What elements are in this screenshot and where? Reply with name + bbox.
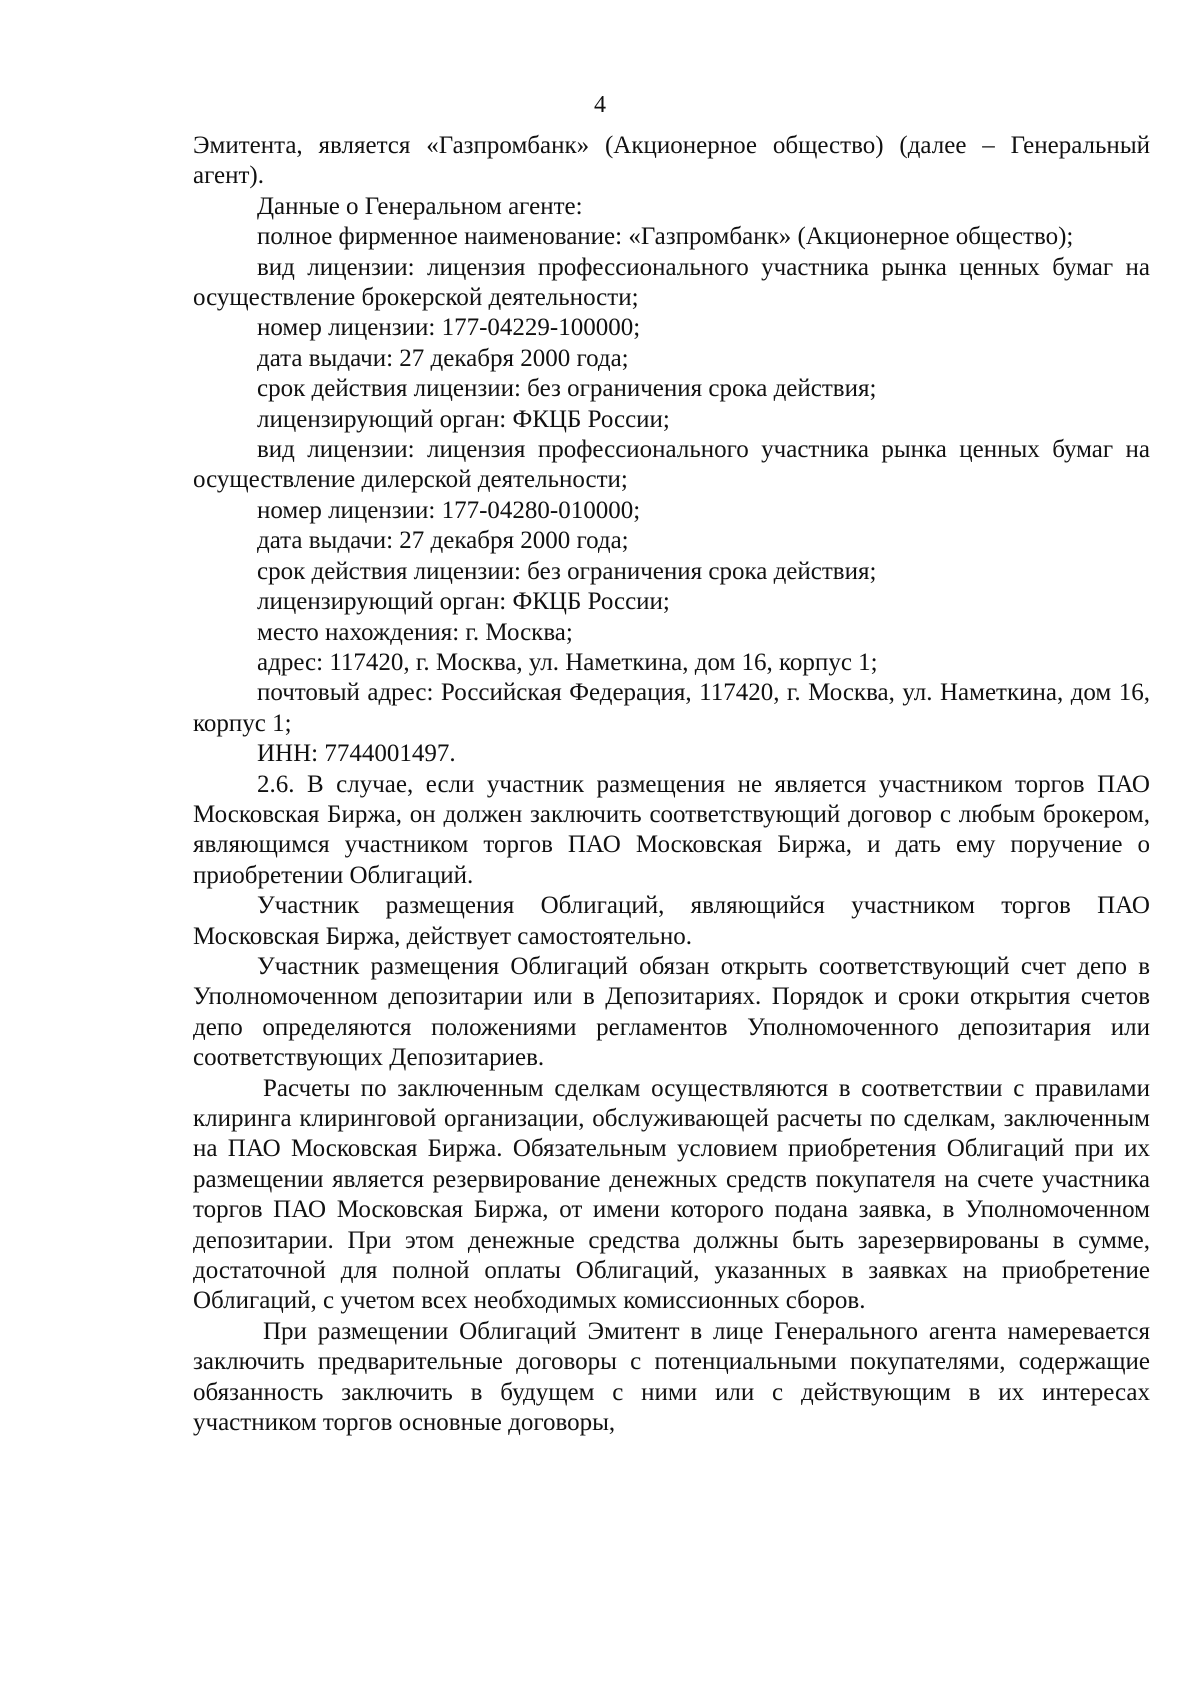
page-number: 4	[594, 92, 606, 118]
paragraph: Участник размещения Облигаций обязан открыть соответствующий счет депо в Уполномоченном депозитарии или в Депозитариях. Порядок и сроки открытия счетов депо определяются положениями регламентов Уполномоченного депозитария или соответствующих Депозитариев.	[193, 952, 1150, 1072]
paragraph: вид лицензии: лицензия профессионального участника рынка ценных бумаг на осуществление брокерской деятельности;	[193, 253, 1150, 312]
paragraph: ИНН: 7744001497.	[257, 740, 456, 768]
paragraph: вид лицензии: лицензия профессионального участника рынка ценных бумаг на осуществление дилерской деятельности;	[193, 436, 1150, 494]
paragraph: Участник размещения Облигаций, являющийся участником торгов ПАО Московская Биржа, действует самостоятельно.	[193, 892, 1150, 950]
paragraph: номер лицензии: 177-04280-010000;	[257, 496, 641, 524]
paragraph: лицензирующий орган: ФКЦБ России;	[257, 405, 670, 433]
paragraph: При размещении Облигаций Эмитент в лице Генерального агента намеревается заключить предварительные договоры с потенциальными покупателями, содержащие обязанность заключить в будущем с ними или с действующим в их интересах участником торгов основные договоры,	[193, 1317, 1150, 1437]
paragraph: срок действия лицензии: без ограничения срока действия;	[257, 375, 877, 403]
document-body	[193, 131, 1150, 1438]
paragraph: номер лицензии: 177-04229-100000;	[257, 314, 641, 342]
paragraph: дата выдачи: 27 декабря 2000 года;	[257, 527, 629, 555]
paragraph: 2.6. В случае, если участник размещения не является участником торгов ПАО Московская Биржа, он должен заключить соответствующий договор с любым брокером, являющимся участником торгов ПАО Московская Биржа, и дать ему поручение о приобретении Облигаций.	[193, 770, 1150, 889]
paragraph: лицензирующий орган: ФКЦБ России;	[257, 588, 670, 616]
paragraph: почтовый адрес: Российская Федерация, 117420, г. Москва, ул. Наметкина, дом 16, корпус 1;	[193, 679, 1150, 737]
paragraph: Данные о Генеральном агенте:	[257, 192, 583, 220]
paragraph: дата выдачи: 27 декабря 2000 года;	[257, 344, 629, 372]
paragraph: Эмитента, является «Газпромбанк» (Акционерное общество) (далее – Генеральный агент).	[193, 132, 1150, 190]
paragraph: срок действия лицензии: без ограничения срока действия;	[257, 557, 877, 585]
paragraph: Расчеты по заключенным сделкам осуществляются в соответствии с правилами клиринга клиринговой организации, обслуживающей расчеты по сделкам, заключенным на ПАО Московская Биржа. Обязательным условием приобретения Облигаций при их размещении является резервирование денежных средств покупателя на счете участника торгов ПАО Московская Биржа, от имени которого подана заявка, в Уполномоченном депозитарии. При этом денежные средства должны быть зарезервированы в сумме, достаточной для полной оплаты Облигаций, указанных в заявках на приобретение Облигаций, с учетом всех необходимых комиссионных сборов.	[193, 1074, 1150, 1315]
paragraph: полное фирменное наименование: «Газпромбанк» (Акционерное общество);	[257, 223, 1074, 251]
paragraph: место нахождения: г. Москва;	[257, 618, 573, 646]
paragraph: адрес: 117420, г. Москва, ул. Наметкина, дом 16, корпус 1;	[257, 648, 878, 676]
